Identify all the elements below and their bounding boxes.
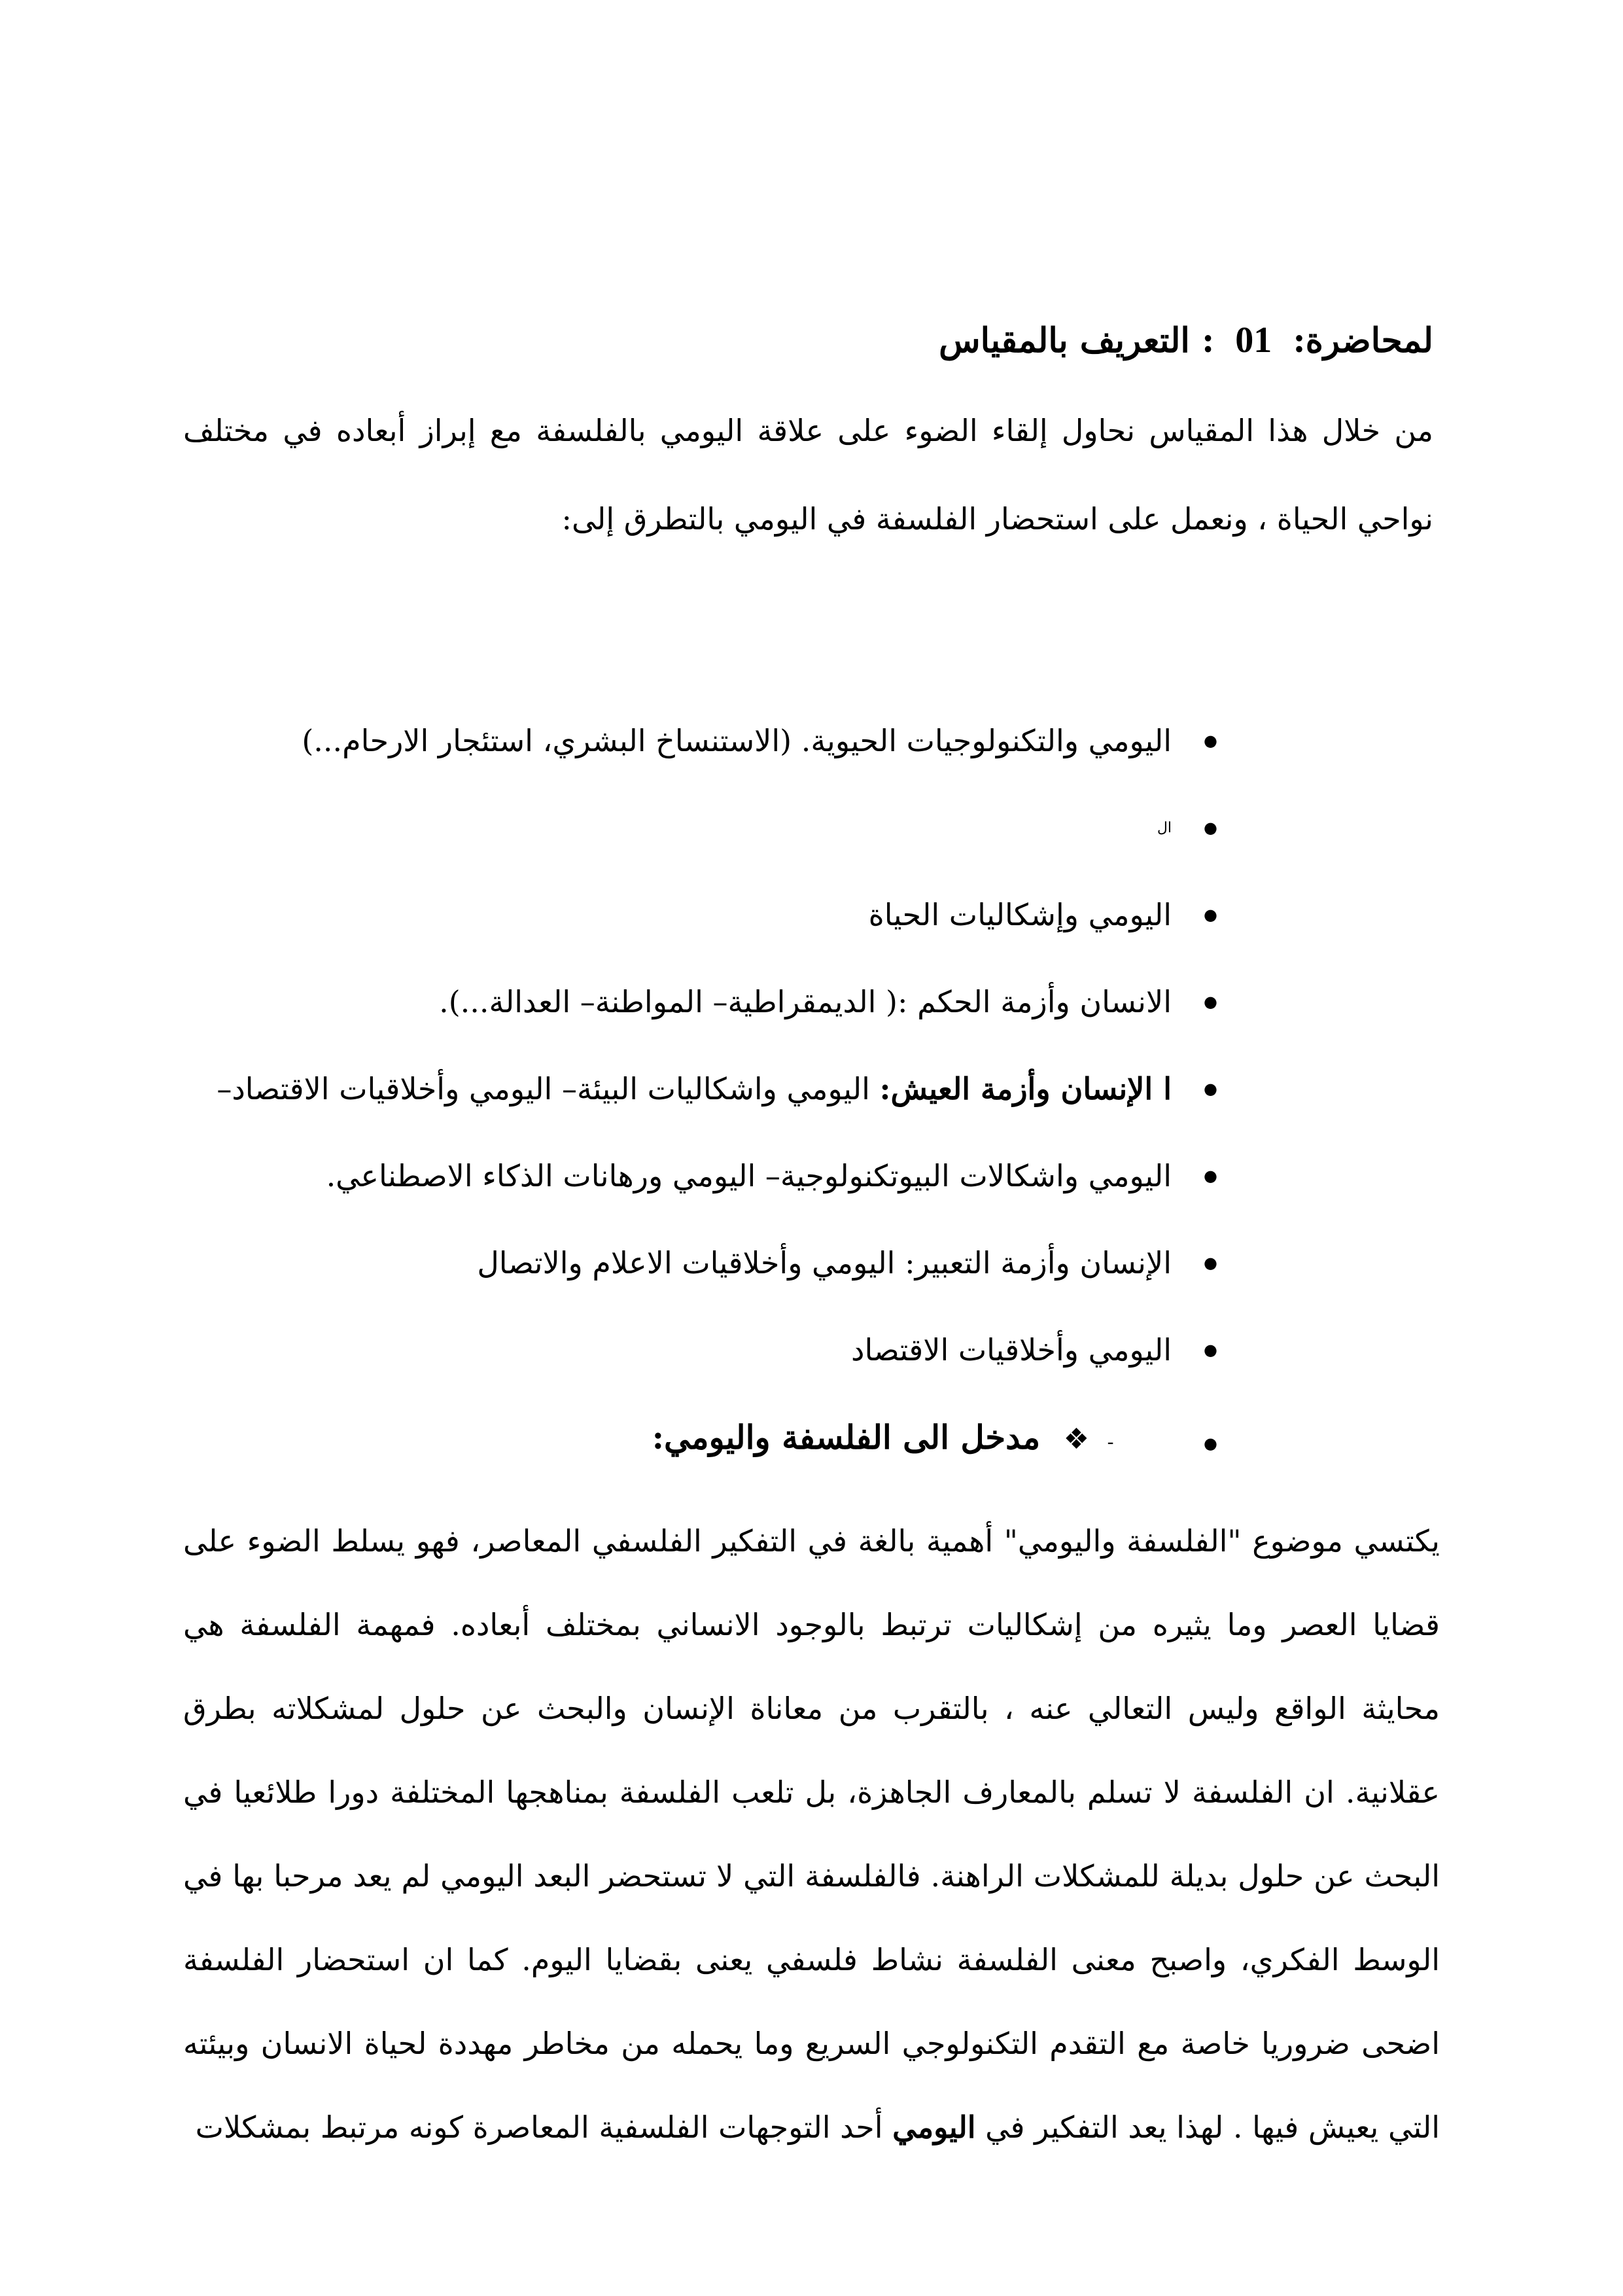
intro-paragraph: من خلال هذا المقياس نحاول إلقاء الضوء على علاقة اليومي بالفلسفة مع إبراز أبعاده في مختلف نواحي الحياة ، ونعمل على استحضار الفلسفة في اليومي بالتطرق إلى: xyxy=(183,413,1434,537)
list-item-continuation xyxy=(183,1133,1217,1220)
list-item-text: اليومي والتكنولوجيات الحيوية. (الاستنساخ البشري، استئجار الارحام...) xyxy=(302,723,1172,758)
list-item xyxy=(183,959,1217,1046)
list-item xyxy=(183,698,1217,785)
list-item xyxy=(183,1307,1217,1394)
list-item-text: الإنسان وأزمة التعبير: اليومي وأخلاقيات الاعلام والاتصال xyxy=(477,1245,1172,1280)
topics-list xyxy=(183,698,1440,1487)
body-text-part1: يكتسي موضوع "الفلسفة واليومي" أهمية بالغة في التفكير الفلسفي المعاصر، فهو يسلط الضوء على قضايا العصر وما يثيره من إشكاليات ترتبط بالوجود الانساني بمختلف أبعاده. فمهمة الفلسفة هي محايثة الواقع وليس التعالي عنه ، بالتقرب من معاناة الإنسان والبحث عن حلول لمشكلاته بطرق عقلانية. ان الفلسفة لا تسلم بالمعارف الجاهزة، بل تلعب الفلسفة بمناهجها المختلفة دورا طلائعيا في البحث عن حلول بديلة للمشكلات الراهنة. فالفلسفة التي لا تستحضر البعد اليومي لم يعد مرحبا بها في الوسط الفكري، واصبح معنى الفلسفة نشاط فلسفي يعنى بقضايا اليوم. كما ان استحضار الفلسفة اضحى ضروريا خاصة مع التقدم التكنولوجي السريع وما يحمله من مخاطر مهددة لحياة الانسان وبيئته التي يعيش فيها . لهذا يعد التفكير في xyxy=(183,1523,1440,2145)
lecture-topic: التعريف بالمقياس xyxy=(939,321,1190,361)
list-item-text: اليومي واشكاليات البيئة– اليومي وأخلاقيات الاقتصاد– xyxy=(217,1071,880,1106)
lecture-number: 01 xyxy=(1235,320,1272,361)
list-item-text: الانسان وأزمة الحكم :( الديمقراطية– المواطنة– العدالة...). xyxy=(439,984,1172,1019)
lecture-title xyxy=(183,314,1433,367)
section-heading xyxy=(183,1394,1217,1487)
list-item-text: اليومي واشكالات البيوتكنولوجية– اليومي ورهانات الذكاء الاصطناعي. xyxy=(326,1158,1172,1193)
diamond-star-icon: ❖ xyxy=(1063,1422,1090,1456)
body-paragraph xyxy=(183,1499,1440,2169)
list-item-text: اليومي وأخلاقيات الاقتصاد xyxy=(850,1332,1172,1368)
list-item xyxy=(183,1046,1217,1133)
list-item xyxy=(183,1220,1217,1307)
list-item-bold-text: ا الإنسان وأزمة العيش: xyxy=(879,1071,1172,1106)
list-item-text: ال xyxy=(1157,820,1172,836)
heading-dash: - xyxy=(1107,1431,1114,1454)
list-item xyxy=(183,872,1217,959)
list-item xyxy=(183,785,1217,872)
body-text-part2: أحد التوجهات الفلسفية المعاصرة كونه مرتبط بمشكلات xyxy=(195,2110,893,2145)
list-item-text: اليومي وإشكاليات الحياة xyxy=(868,897,1172,932)
section-heading-text: مدخل الى الفلسفة واليومي: xyxy=(652,1418,1041,1457)
bullet-dot-icon: ● xyxy=(1204,1434,1217,1453)
lecture-separator: : xyxy=(1201,321,1215,361)
lecture-label: لمحاضرة: xyxy=(1293,321,1433,361)
body-bold-word: اليومي xyxy=(892,2110,976,2145)
